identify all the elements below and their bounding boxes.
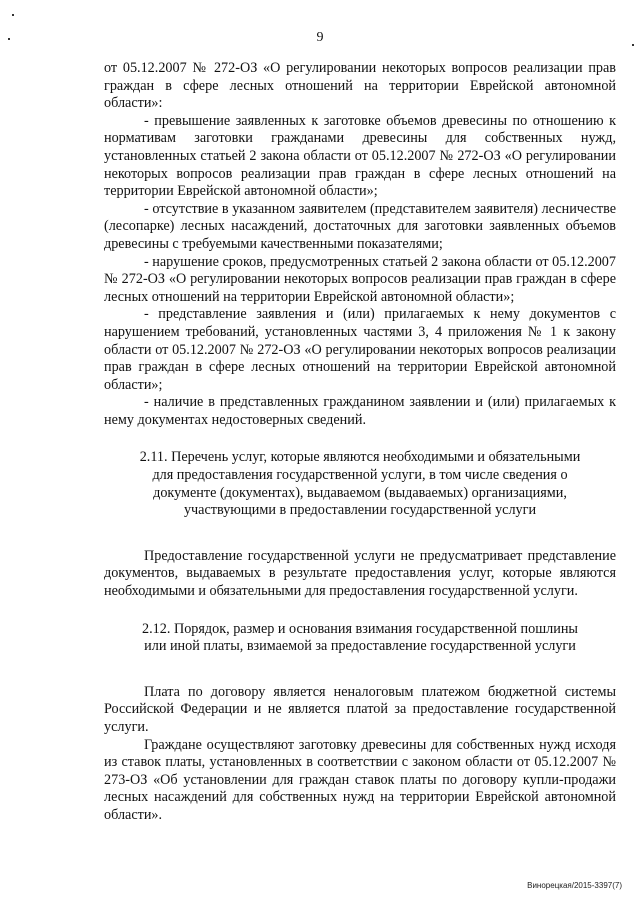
list-item-requirements-violation: - представление заявления и (или) прилагаемых к нему документов с нарушением требований, установленных частями 3, 4 приложения № 1 к закону области от 05.12.2007 № 272-ОЗ «О регулировании некоторых вопросов реализации прав граждан в сфере лесных отношений на территории Еврейской автономной области»; [104,306,616,393]
section-2-12-body-1: Плата по договору является неналоговым платежом бюджетной системы Российской Федерации и не является платой за предоставление государственной услуги. [104,683,616,735]
scan-mark [12,14,14,16]
list-item-volume-excess: - превышение заявленных к заготовке объемов древесины по отношению к нормативам заготовки гражданами древесины для собственных нужд, установленных статьей 2 закона области от 05.12.2007 № 272-ОЗ «О регулировании некоторых вопросов реализации прав граждан в сфере лесных отношений на территории Еврейской автономной области»; [104,112,616,200]
footer-doc-id: Винорецкая/2015-3397(7) [527,881,622,890]
section-2-12-heading: 2.12. Порядок, размер и основания взимания государственной пошлины или иной платы, взимаемой за предоставление государственной услуги [142,620,578,655]
section-2-11-body: Предоставление государственной услуги не предусматривает представление документов, выдаваемых в результате предоставления услуг, которые являются необходимыми и обязательными для предоставления государственной услуги. [104,547,616,600]
paragraph-continuation: от 05.12.2007 № 272-ОЗ «О регулировании некоторых вопросов реализации прав граждан в сфере лесных отношений на территории Еврейской автономной области»: [104,60,616,112]
section-2-11-heading: 2.11. Перечень услуг, которые являются необходимыми и обязательными для предоставления государственной услуги, в том числе сведения о документе (документах), выдаваемом (выдаваемых) организациями, участвующими в предоставлении государственной услуги [139,449,581,519]
list-item-no-plantations: - отсутствие в указанном заявителем (представителем заявителя) лесничестве (лесопарке) лесных насаждений, достаточных для заготовки заявленных объемов древесины с требуемыми качественными показателями; [104,200,616,252]
document-body [104,60,616,825]
list-item-false-info: - наличие в представленных гражданином заявлении и (или) прилагаемых к нему документах недостоверных сведений. [104,394,616,428]
list-item-deadline-violation: - нарушение сроков, предусмотренных статьей 2 закона области от 05.12.2007 № 272-ОЗ «О регулировании некоторых вопросов реализации прав граждан в сфере лесных отношений на территории Еврейской автономной области»; [104,253,616,305]
section-2-12-body-2: Граждане осуществляют заготовку древесины для собственных нужд исходя из ставок платы, установленных в соответствии с законом области от 05.12.2007 № 273-ОЗ «Об установлении для граждан ставок платы по договору купли-продажи лесных насаждений для собственных нужд на территории Еврейской автономной области». [104,736,616,823]
page-number: 9 [316,30,324,45]
